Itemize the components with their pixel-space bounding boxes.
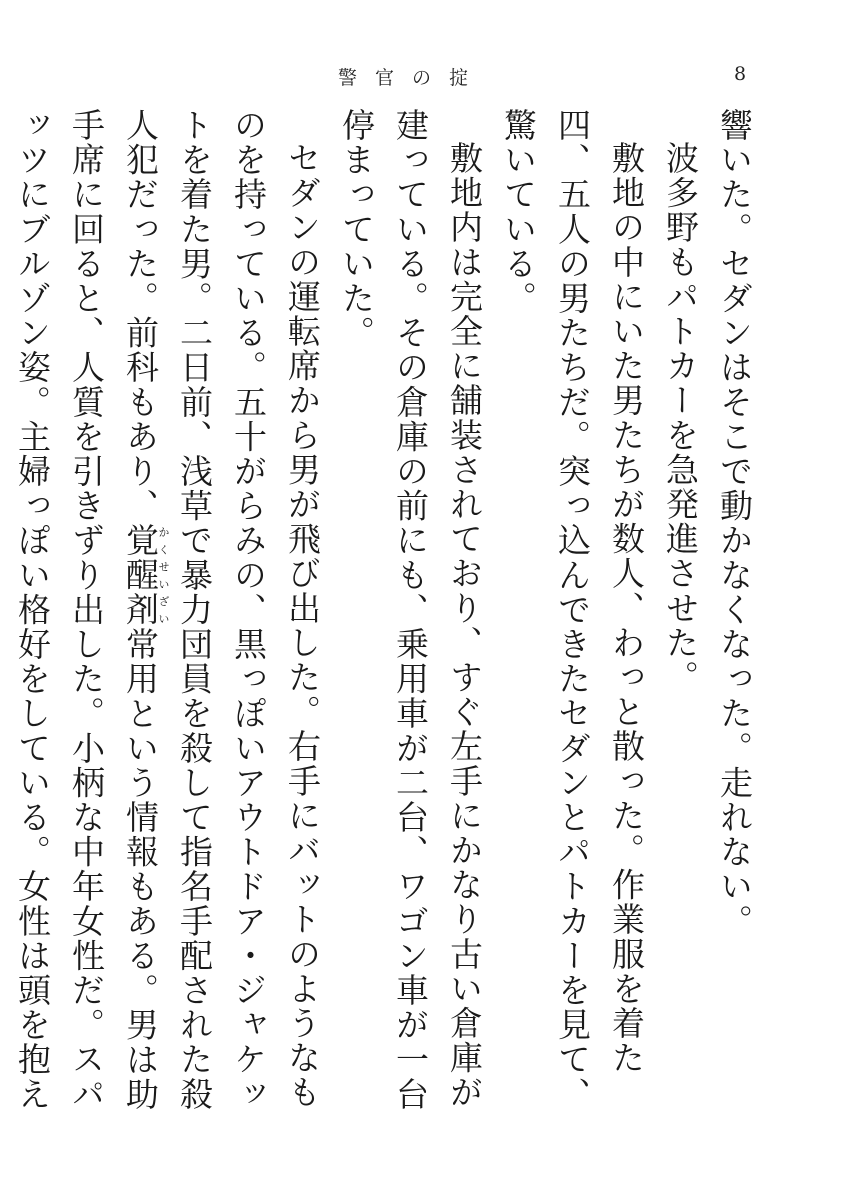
running-title: 警官の掟 <box>338 67 487 89</box>
furigana-word <box>121 523 170 628</box>
ruby-reading: かくせいざい <box>157 523 170 627</box>
paragraph-text-after-ruby: 常用という情報もある。男は助手席に回ると、人質を引きずり出した。小柄な中年女性だ。スパッツにブルゾン姿。主婦っぽい格好をしている。女性は頭を抱え <box>13 108 160 1112</box>
paragraph <box>0 108 329 1118</box>
paragraph: 敷地内は完全に舗装されており、すぐ左手にかなり古い倉庫が建っている。その倉庫の前にも、乗用車が二台、ワゴン車が一台停まっていた。 <box>337 108 484 1112</box>
paragraph: 響いた。セダンはそこで動かなくなった。走れない。 <box>715 108 754 939</box>
page-number: 8 <box>734 63 747 85</box>
paragraph-text-before-ruby: セダンの運転席から男が飛び出した。右手にバットのようなものを持っている。五十がらみの、黒っぽいアウトドア・ジャケットを着た男。二日前、浅草で暴力団員を殺して指名手配された殺人犯だった。前科もあり、 <box>121 108 322 1112</box>
body-text <box>13 108 761 1118</box>
ruby-base: 覚醒剤 <box>121 523 160 628</box>
paragraph: 敷地の中にいた男たちが数人、わっと散った。作業服を着た四、五人の男たちだ。突っ込んできたセダンとパトカーを見て、驚いている。 <box>499 108 646 1112</box>
paragraph: 波多野もパトカーを急発進させた。 <box>661 141 700 695</box>
